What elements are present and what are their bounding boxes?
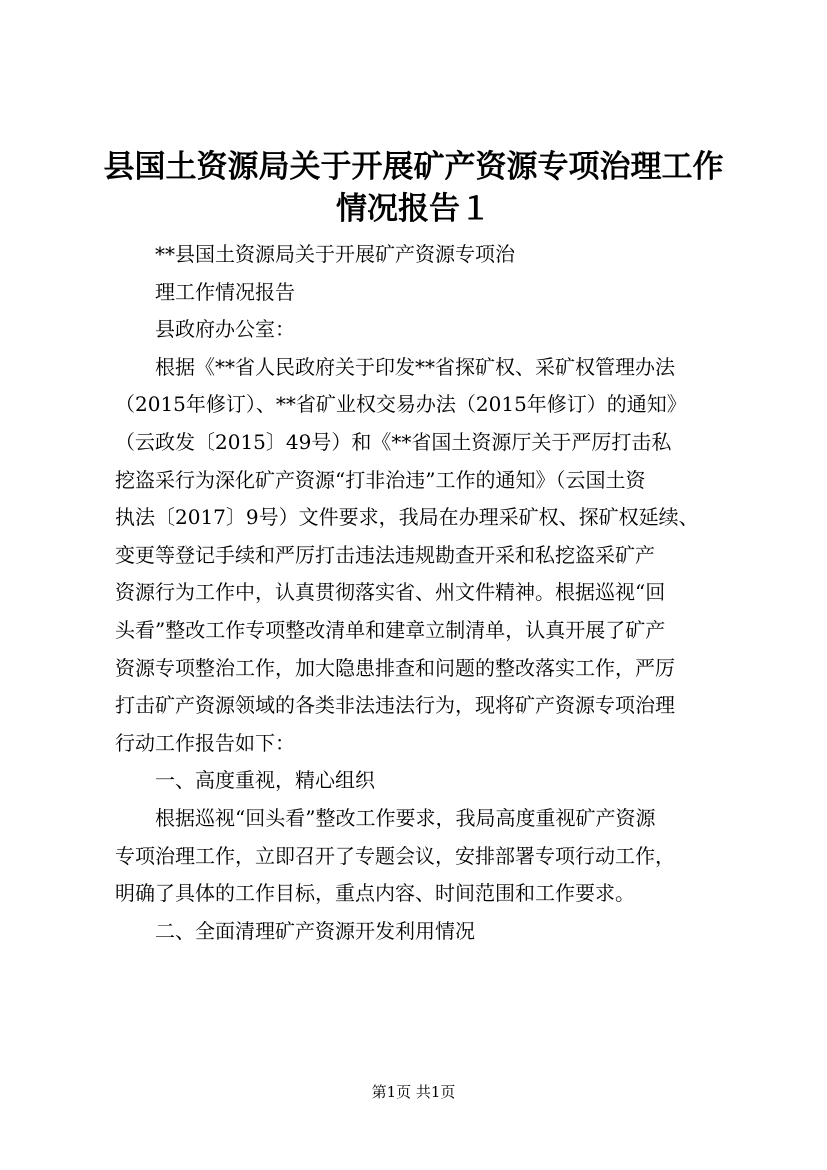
subject-line-2: 理工作情况报告 bbox=[155, 279, 295, 304]
paragraph-line: 头看”整改工作专项整改清单和建章立制清单，认真开展了矿产 bbox=[115, 617, 666, 642]
paragraph-line: 资源专项整治工作，加大隐患排查和问题的整改落实工作，严厉 bbox=[115, 655, 675, 680]
page-footer: 第1页 共1页 bbox=[371, 1083, 456, 1101]
paragraph-line: 资源行为工作中，认真贯彻落实省、州文件精神。根据巡视“回 bbox=[115, 580, 666, 605]
paragraph-line: 挖盗采行为深化矿产资源“打非治违”工作的通知》（云国土资 bbox=[115, 467, 646, 492]
paragraph-line: 打击矿产资源领域的各类非法违法行为，现将矿产资源专项治理 bbox=[115, 693, 675, 718]
paragraph-line: 执法〔2017〕9号）文件要求，我局在办理采矿权、探矿权延续、 bbox=[115, 505, 699, 530]
title-line-2: 情况报告１ bbox=[336, 191, 491, 227]
paragraph-line: 变更等登记手续和严厉打击违法违规勘查开采和私挖盗采矿产 bbox=[115, 542, 655, 567]
subject-line-1: **县国土资源局关于开展矿产资源专项治 bbox=[155, 242, 515, 266]
document-body bbox=[115, 236, 727, 950]
section-heading-2: 二、全面清理矿产资源开发利用情况 bbox=[155, 918, 475, 943]
paragraph-line: 根据《**省人民政府关于印发**省探矿权、采矿权管理办法 bbox=[155, 354, 675, 379]
document-title bbox=[100, 146, 727, 230]
section-heading-1: 一、高度重视，精心组织 bbox=[155, 768, 375, 793]
title-line-1: 县国土资源局关于开展矿产资源专项治理工作 bbox=[103, 149, 724, 185]
paragraph-line: 明确了具体的工作目标，重点内容、时间范围和工作要求。 bbox=[115, 881, 635, 906]
recipient-line: 县政府办公室： bbox=[155, 317, 295, 342]
paragraph-line: 根据巡视“回头看”整改工作要求，我局高度重视矿产资源 bbox=[155, 805, 656, 830]
paragraph-line: （2015年修订）、**省矿业权交易办法（2015年修订）的通知》 bbox=[115, 392, 687, 417]
paragraph-line: （云政发〔2015〕49号）和《**省国土资源厅关于严厉打击私 bbox=[115, 429, 672, 454]
paragraph-line: 行动工作报告如下： bbox=[115, 730, 295, 755]
paragraph-line: 专项治理工作，立即召开了专题会议，安排部署专项行动工作， bbox=[115, 843, 675, 868]
